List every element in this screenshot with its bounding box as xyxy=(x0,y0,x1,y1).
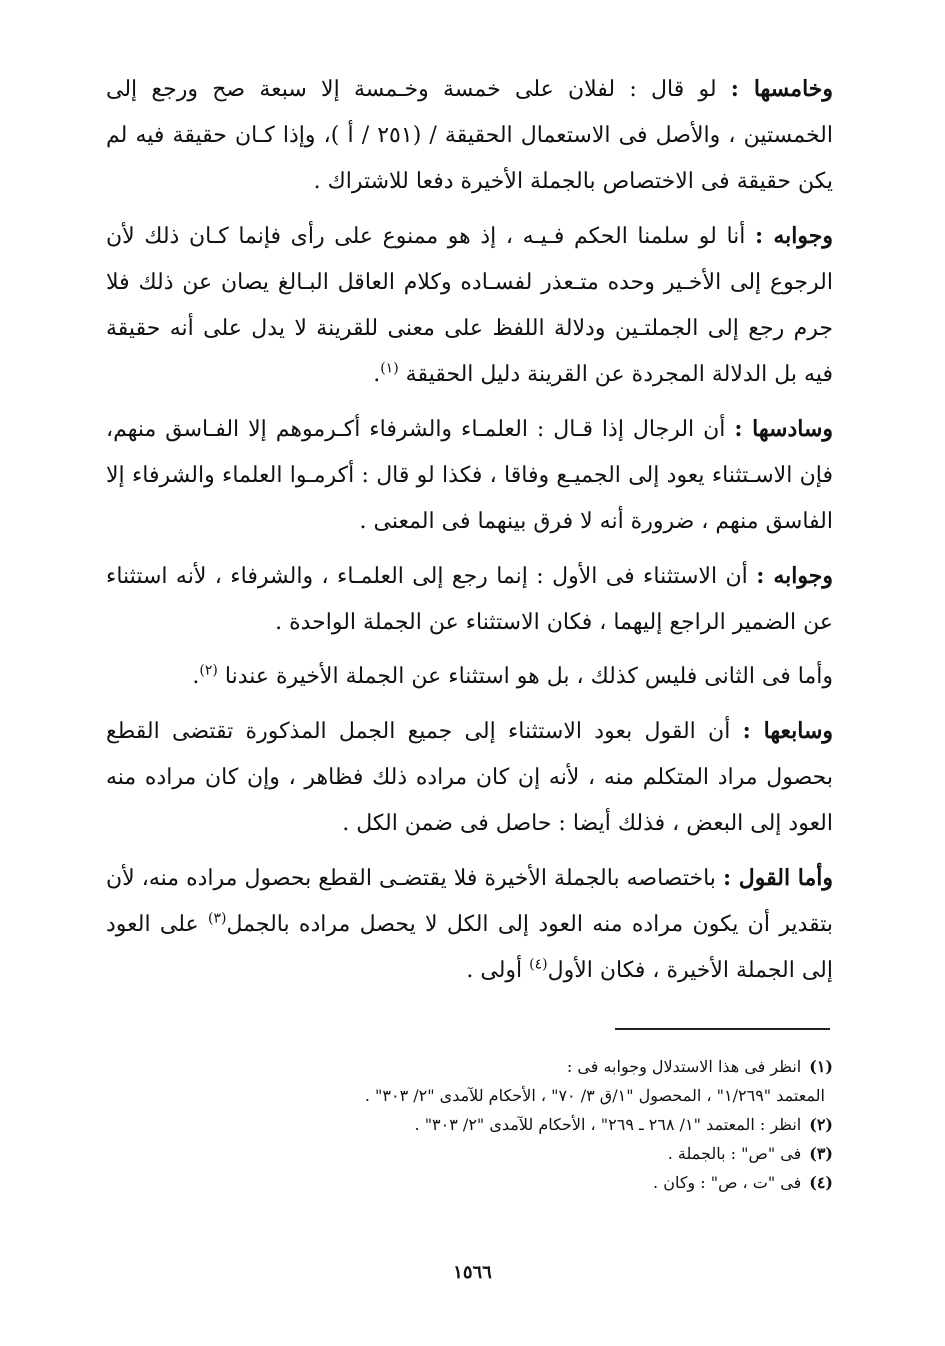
paragraph-body: أن القول بعود الاستثناء إلى جميع الجمل المذكورة تقتضى القطع بحصول مراد المتكلم منه ، لأنه إن كان مراده ذلك فظاهر ، وإن كان مراده منه العود إلى البعض ، فذلك أيضا : حاصل فى ضمن الكل . xyxy=(106,719,833,836)
footnote-1 xyxy=(110,1052,833,1081)
footnote-text: فى "ت ، ص" : وكان . xyxy=(653,1173,802,1192)
footnote-number: (٣) xyxy=(809,1144,833,1163)
footnote-text: المعتمد "١/٢٦٩" ، المحصول "١/ق ٣/ ٧٠" ، الأحكام للآمدى "٢/ ٣٠٣" . xyxy=(364,1086,825,1105)
paragraph-lead: وخامسها : xyxy=(730,76,833,102)
paragraph-fifth xyxy=(106,66,833,205)
paragraph-lead: وسادسها : xyxy=(734,416,834,442)
footnote-number: (١) xyxy=(809,1057,833,1076)
paragraph-body: باختصاصه بالجملة الأخيرة فلا يقتضـى القطع بحصول مراده منه، لأن بتقدير أن يكون مراده منه العود إلى الكل لا يحصل مراده بالجمل xyxy=(106,866,833,937)
footnote-marker: (١) xyxy=(380,360,399,377)
paragraph-answer-2 xyxy=(106,553,833,646)
paragraph-tail: على العود إلى الجملة الأخيرة ، فكان الأول xyxy=(106,912,833,983)
paragraph-body: أنا لو سلمنا الحكم فـيـه ، إذ هو ممنوع على رأى فإنما كـان ذلك لأن الرجوع إلى الأخـير وحده متـعذر لفسـاده وكلام العاقل البـالغ يصان عن ذلك فلا جرم رجع إلى الجملتـين ودلالة اللفظ على معنى للقرينة لا يدل على أنه حقيقة فيه بل الدلالة المجردة عن القرينة دليل الحقيقة xyxy=(106,224,833,387)
paragraph-seventh xyxy=(106,708,833,847)
footnote-marker: (٣) xyxy=(208,910,227,927)
footnote-divider xyxy=(615,1028,830,1030)
paragraph-second-case xyxy=(106,654,833,700)
footnote-marker: (٤) xyxy=(529,956,548,973)
page-number: ١٥٦٦ xyxy=(453,1262,492,1283)
paragraph-tail: . xyxy=(373,362,381,387)
paragraph-body: أن الرجال إذا قـال : العلمـاء والشرفاء أكـرموهم إلا الفـاسق منهم، فإن الاسـتثناء يعود إلى الجميـع وفاقا ، فكذا لو قال : أكرمـوا العلماء والشرفاء إلا الفاسق منهم ، ضرورة أنه لا فرق بينهما فى المعنى . xyxy=(106,417,833,534)
paragraph-saying xyxy=(106,855,833,994)
footnote-1-continued xyxy=(110,1081,833,1110)
paragraph-lead: وأما القول : xyxy=(722,865,833,891)
footnote-3 xyxy=(110,1139,833,1168)
footnote-text: فى "ص" : بالجملة . xyxy=(667,1144,802,1163)
footnotes xyxy=(110,1052,833,1197)
footnote-text: انظر فى هذا الاستدلال وجوابه فى : xyxy=(566,1057,802,1076)
footnote-number: (٢) xyxy=(809,1115,833,1134)
paragraph-tail: أولى . xyxy=(466,958,530,983)
footnote-2 xyxy=(110,1110,833,1139)
footnote-marker: (٢) xyxy=(199,662,218,679)
main-text xyxy=(106,66,833,994)
paragraph-lead: وسابعها : xyxy=(742,718,833,744)
paragraph-lead: وجوابه : xyxy=(755,223,834,249)
paragraph-answer-1 xyxy=(106,213,833,398)
footnote-4 xyxy=(110,1168,833,1197)
paragraph-sixth xyxy=(106,406,833,545)
paragraph-lead: وجوابه : xyxy=(756,563,834,589)
paragraph-body: لو قال : لفلان على خمسة وخـمسة إلا سبعة صح ورجع إلى الخمستين ، والأصل فى الاستعمال الحقيقة / (٢٥١ / أ )، وإذا كـان حقيقة فيه لم يكن حقيقة فى الاختصاص بالجملة الأخيرة دفعا للاشتراك . xyxy=(106,77,833,194)
paragraph-tail: . xyxy=(192,664,200,689)
paragraph-body: أن الاستثناء فى الأول : إنما رجع إلى العلمـاء ، والشرفاء ، لأنه استثناء عن الضمير الراجع إليهما ، فكان الاستثناء عن الجملة الواحدة . xyxy=(106,564,833,635)
footnote-text: انظر : المعتمد "١/ ٢٦٨ ـ ٢٦٩" ، الأحكام للآمدى "٢/ ٣٠٣" . xyxy=(414,1115,802,1134)
footnote-number: (٤) xyxy=(809,1173,833,1192)
paragraph-body: وأما فى الثانى فليس كذلك ، بل هو استثناء عن الجملة الأخيرة عندنا xyxy=(224,664,833,689)
